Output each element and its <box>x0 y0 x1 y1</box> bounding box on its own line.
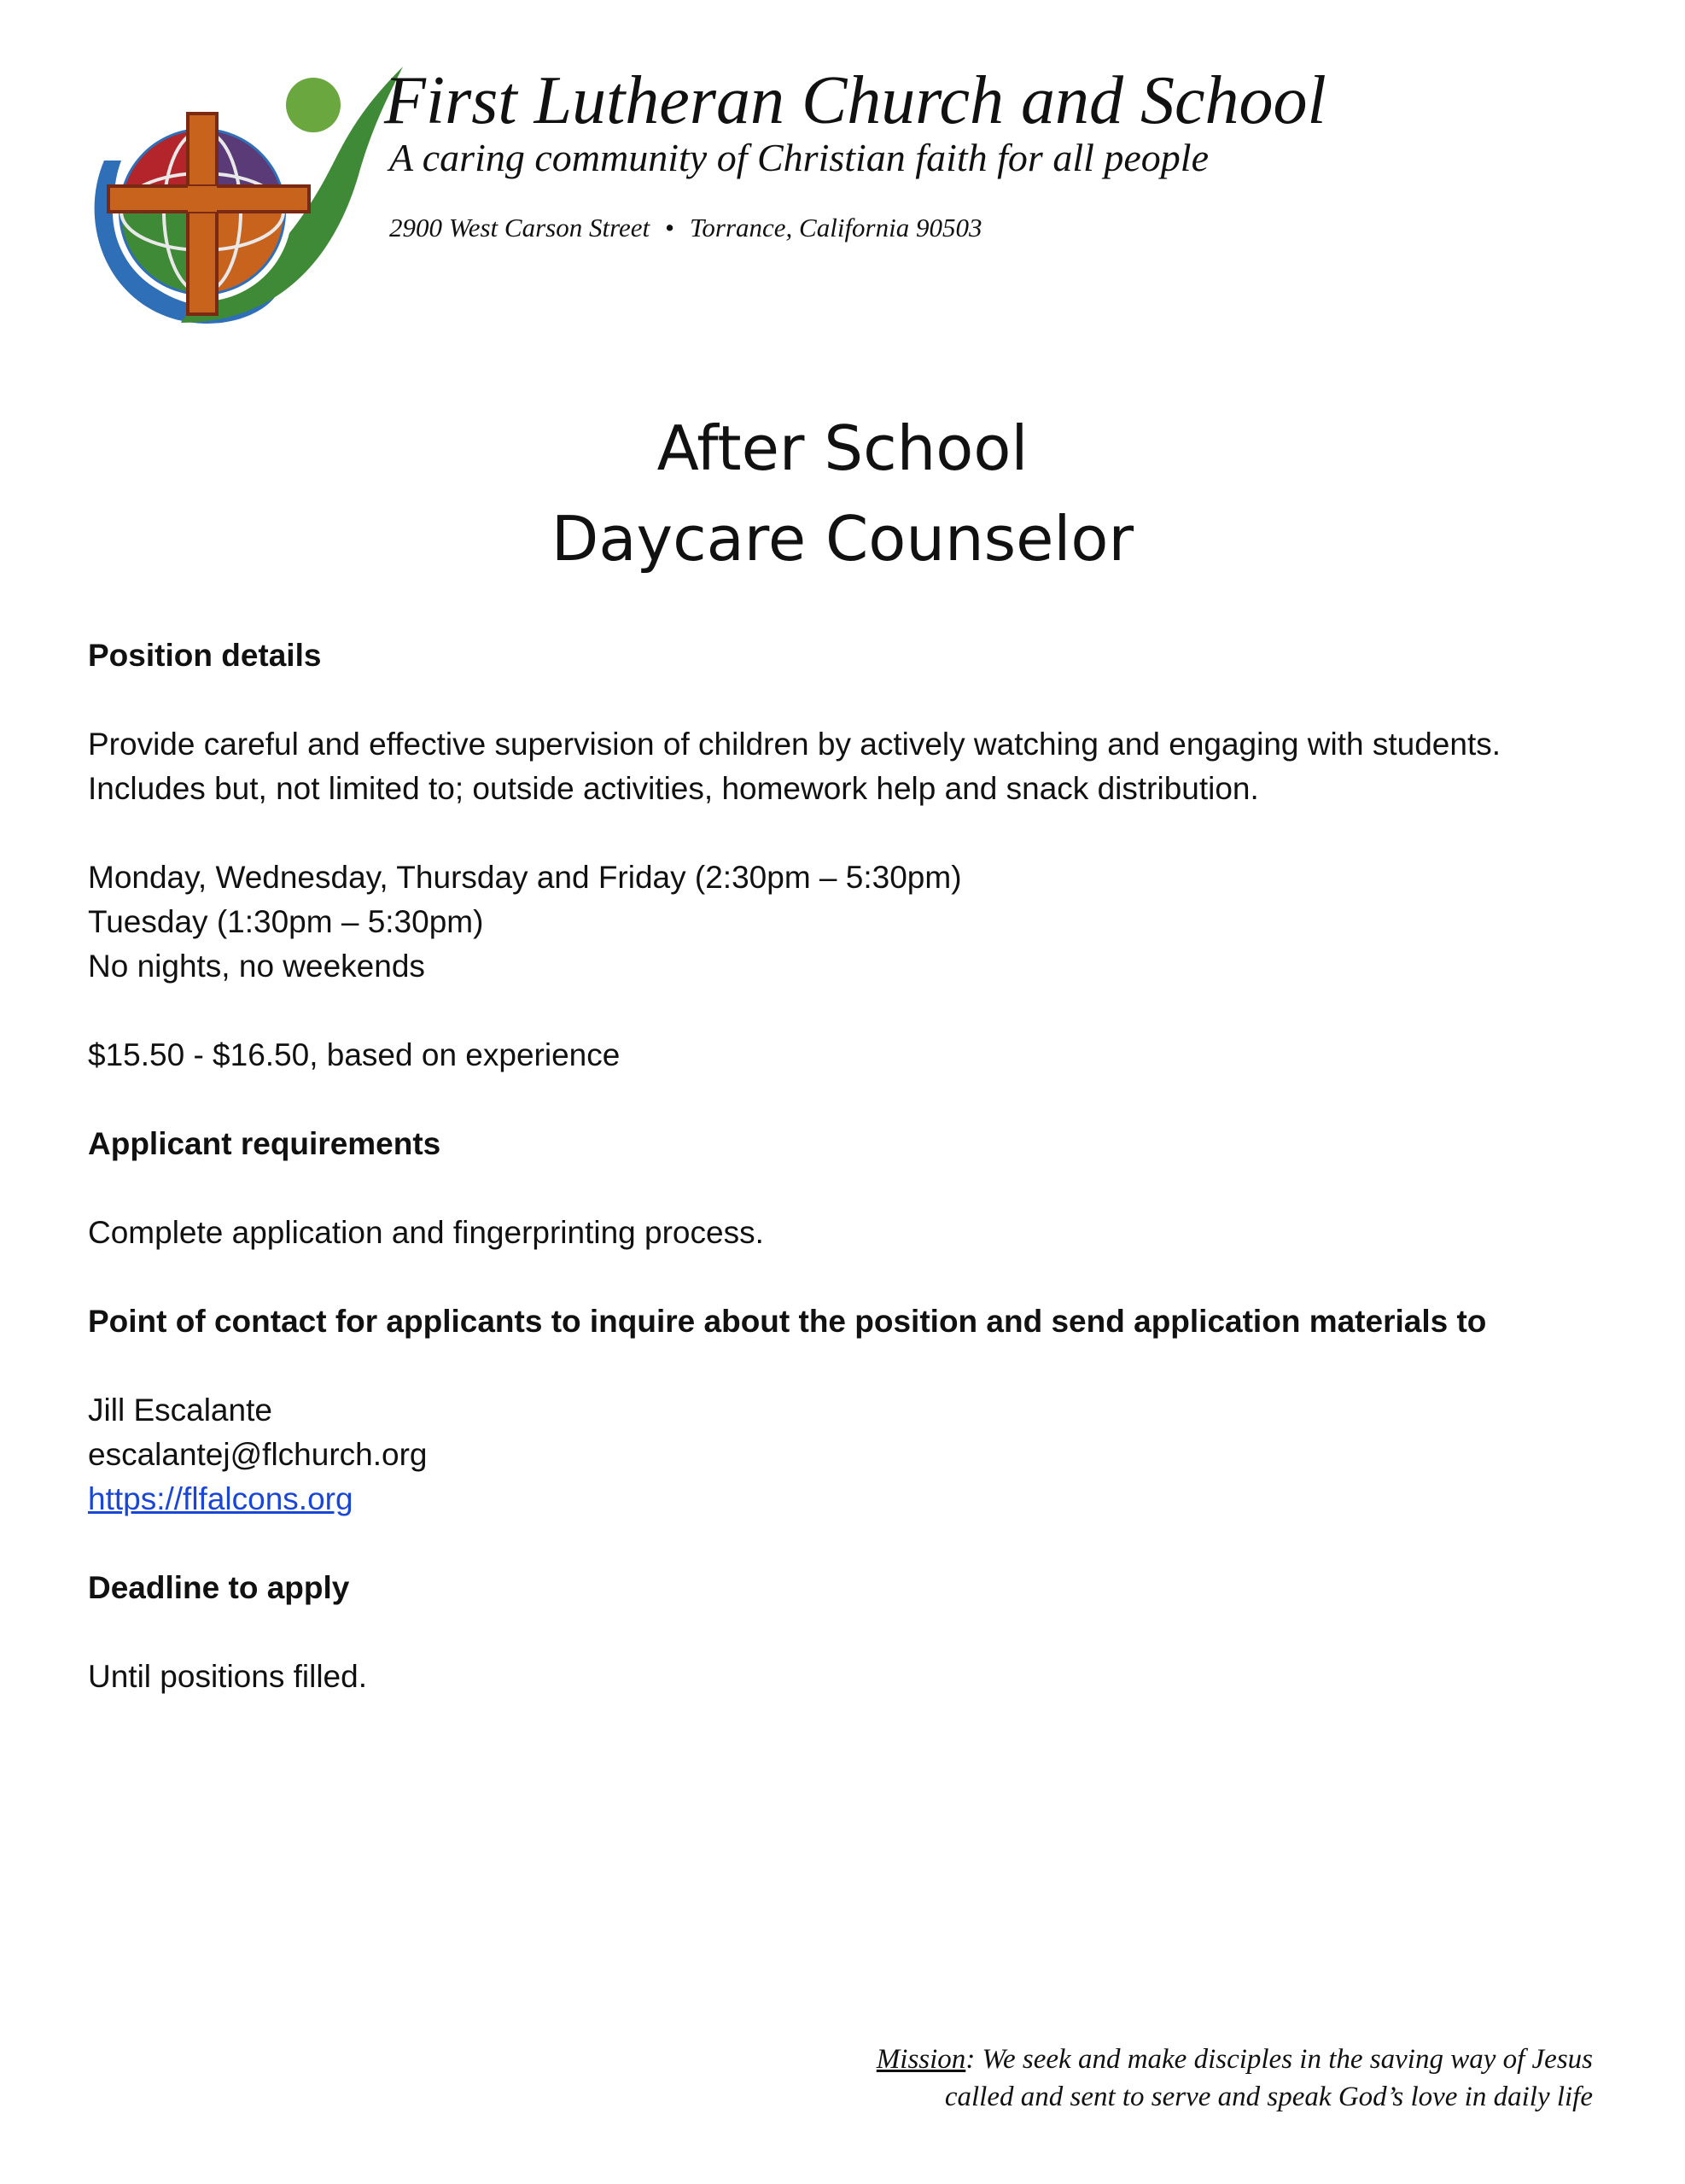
document-title <box>0 403 1685 584</box>
contact-name: Jill Escalante <box>88 1393 272 1428</box>
address-separator: • <box>665 213 674 242</box>
organization-tagline: A caring community of Christian faith for all people <box>389 136 1210 179</box>
contact-heading: Point of contact for applicants to inquire about the position and send application materials to <box>88 1304 1487 1339</box>
address-city: Torrance, California 90503 <box>690 213 982 242</box>
position-description <box>88 722 1624 811</box>
pay-range: $15.50 - $16.50, based on experience <box>88 1037 621 1072</box>
organization-address <box>389 213 982 242</box>
church-logo <box>79 67 403 331</box>
schedule <box>88 855 1624 989</box>
title-line-1: After School <box>656 412 1029 484</box>
schedule-line-3: No nights, no weekends <box>88 949 425 984</box>
job-posting-body <box>88 634 1624 1743</box>
deadline-text: Until positions filled. <box>88 1659 367 1694</box>
deadline-heading: Deadline to apply <box>88 1570 350 1605</box>
mission-line-1-text: : We seek and make disciples in the saving way of Jesus <box>965 2044 1593 2075</box>
title-line-2: Daycare Counselor <box>551 503 1134 575</box>
requirements-heading: Applicant requirements <box>88 1126 441 1161</box>
mission-line-1 <box>877 2041 1593 2078</box>
schedule-line-1: Monday, Wednesday, Thursday and Friday (2:30pm – 5:30pm) <box>88 860 962 895</box>
requirements-text: Complete application and fingerprinting process. <box>88 1215 764 1250</box>
schedule-line-2: Tuesday (1:30pm – 5:30pm) <box>88 904 484 939</box>
website-link[interactable]: https://flfalcons.org <box>88 1481 353 1516</box>
description-line-2: Includes but, not limited to; outside activities, homework help and snack distribution. <box>88 771 1259 806</box>
position-details-heading: Position details <box>88 638 322 673</box>
mission-statement <box>877 2041 1593 2116</box>
mission-label: Mission <box>876 2044 966 2075</box>
mission-line-2: called and sent to serve and speak God’s love in daily life <box>944 2082 1593 2112</box>
contact-email: escalantej@flchurch.org <box>88 1437 428 1472</box>
description-line-1: Provide careful and effective supervision of children by actively watching and engaging with students. <box>88 727 1501 762</box>
contact-info <box>88 1388 1624 1521</box>
address-street: 2900 West Carson Street <box>389 213 650 242</box>
organization-name: First Lutheran Church and School <box>384 63 1326 138</box>
